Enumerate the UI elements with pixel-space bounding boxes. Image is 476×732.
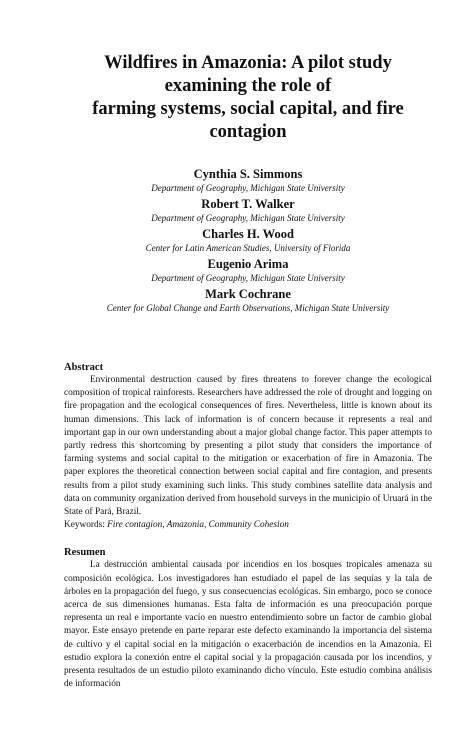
title-line-2: examining the role of bbox=[164, 76, 332, 96]
resumen-text: La destrucción ambiental causada por incendios en los bosques tropicales amenaza su composición ecológica. Los investigadores han estudiado el papel de las sequías y la tala de árboles en la propagación del fuego, y sus consecuencias ecológicas. Sin embargo, poco se conoce acerca de sus dimensiones humanas. Esta falta de información es una preocupación porque representa un real e importante vacío en nuestro entendimiento sobre un factor de cambio global mayor. Este ensayo pretende en parte reparar este defecto examinando la importancia del sistema de cultivo y el capital social en la mitigación o exacerbación de incendios en la Amazonia. El estudio explora la conexión entre el capital social y la propagación causada por los incendios, y presenta resultados de un estudio piloto examinando dicho vínculo. Este estudio combina análisis de información bbox=[64, 560, 432, 690]
author-name: Cynthia S. Simmons bbox=[193, 167, 303, 181]
keywords-line bbox=[64, 519, 432, 532]
resumen-section bbox=[64, 546, 432, 691]
author-affiliation: Department of Geography, Michigan State University bbox=[151, 273, 345, 283]
abstract-section bbox=[64, 361, 432, 532]
author-name: Eugenio Arima bbox=[207, 257, 289, 271]
abstract-heading: Abstract bbox=[64, 362, 104, 373]
author-list bbox=[64, 166, 432, 315]
title-line-4: contagion bbox=[209, 122, 287, 142]
keywords-label: Keywords: bbox=[64, 520, 105, 531]
title-line-1: Wildfires in Amazonia: A pilot study bbox=[104, 53, 392, 73]
author-affiliation: Center for Latin American Studies, University of Florida bbox=[145, 243, 351, 253]
author-affiliation: Department of Geography, Michigan State University bbox=[151, 213, 345, 223]
author-affiliation: Center for Global Change and Earth Observations, Michigan State University bbox=[106, 303, 390, 313]
keywords-text: Fire contagion, Amazonia, Community Cohesion bbox=[107, 520, 289, 531]
author-name: Charles H. Wood bbox=[202, 227, 294, 241]
author-affiliation: Department of Geography, Michigan State University bbox=[151, 183, 345, 193]
title-line-3: farming systems, social capital, and fire bbox=[92, 99, 404, 119]
author-name: Robert T. Walker bbox=[201, 197, 295, 211]
author-name: Mark Cochrane bbox=[205, 287, 291, 301]
paper-title bbox=[64, 52, 432, 144]
resumen-heading: Resumen bbox=[64, 547, 106, 559]
abstract-text: Environmental destruction caused by fires threatens to forever change the ecological composition of tropical rainforests. Researchers have addressed the role of drought and logging on fire propagation and the ecological consequences of fires. Nevertheless, little is known about its human dimensions. This lack of information is of concern because it represents a real and important gap in our own understanding about a major global change factor. This paper attempts to partly redress this shortcoming by presenting a pilot study that considers the importance of farming systems and social capital to the mitigation or exacerbation of fire in Amazonia. The paper explores the theoretical connection between social capital and fire contagion, and presents results from a pilot study examining such links. This study combines satellite data analysis and data on community organization derived from household surveys in the municipio of Uruará in the State of Pará, Brazil. bbox=[64, 375, 432, 518]
